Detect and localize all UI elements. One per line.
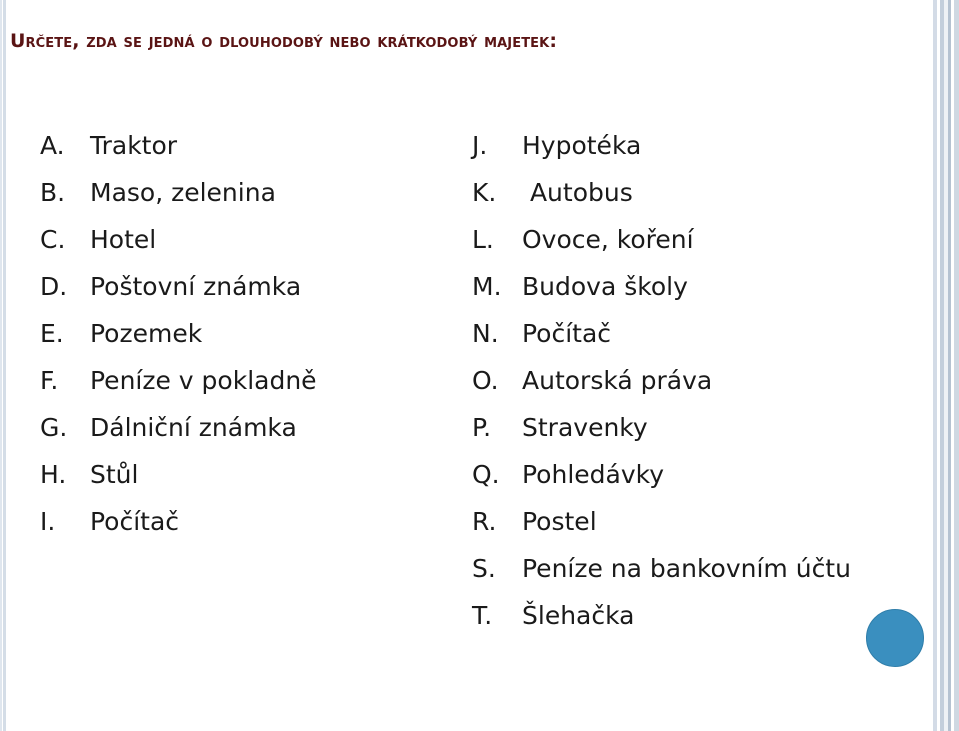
item-text: Hotel <box>90 225 157 254</box>
item-letter: S. <box>472 554 496 583</box>
item-letter: B. <box>40 178 66 207</box>
item-letter: K. <box>472 178 497 207</box>
list-item <box>472 451 851 498</box>
item-text: Stravenky <box>522 413 648 442</box>
item-letter: J. <box>472 131 488 160</box>
list-item <box>472 357 851 404</box>
item-text: Hypotéka <box>522 131 642 160</box>
list-item <box>472 310 851 357</box>
item-text: Pohledávky <box>522 460 665 489</box>
list-item <box>472 545 851 592</box>
item-text: Peníze v pokladně <box>90 366 317 395</box>
item-text: Postel <box>522 507 597 536</box>
item-text: Počítač <box>522 319 612 348</box>
item-letter: N. <box>472 319 499 348</box>
list-item <box>472 498 851 545</box>
item-text: Stůl <box>90 460 139 489</box>
list-item <box>40 357 317 404</box>
item-letter: L. <box>472 225 494 254</box>
list-item <box>472 592 851 639</box>
item-text: Maso, zelenina <box>90 178 276 207</box>
item-letter: R. <box>472 507 497 536</box>
right-stripes-decoration <box>929 0 959 731</box>
item-letter: Q. <box>472 460 500 489</box>
item-text: Autobus <box>522 178 633 207</box>
list-item <box>40 404 317 451</box>
item-text: Pozemek <box>90 319 203 348</box>
item-letter: I. <box>40 507 56 536</box>
item-letter: E. <box>40 319 64 348</box>
item-text: Poštovní známka <box>90 272 302 301</box>
slide-title: Určete, zda se jedná o dlouhodobý nebo krátkodobý majetek: <box>10 30 558 52</box>
list-item <box>40 263 317 310</box>
item-text: Budova školy <box>522 272 688 301</box>
item-letter: A. <box>40 131 65 160</box>
left-border-decoration <box>0 0 6 731</box>
list-item <box>40 310 317 357</box>
list-item <box>472 169 851 216</box>
list-item <box>472 263 851 310</box>
list-item <box>472 122 851 169</box>
item-text: Počítač <box>90 507 180 536</box>
item-letter: T. <box>472 601 493 630</box>
item-text: Dálniční známka <box>90 413 297 442</box>
item-text: Šlehačka <box>522 601 635 630</box>
item-text: Traktor <box>90 131 178 160</box>
list-item <box>40 216 317 263</box>
list-item <box>40 498 317 545</box>
item-letter: D. <box>40 272 68 301</box>
item-letter: H. <box>40 460 67 489</box>
item-letter: O. <box>472 366 499 395</box>
left-item-list <box>40 122 317 545</box>
right-item-list <box>472 122 851 639</box>
list-item <box>472 404 851 451</box>
list-item <box>472 216 851 263</box>
item-letter: F. <box>40 366 59 395</box>
item-letter: G. <box>40 413 68 442</box>
item-letter: P. <box>472 413 492 442</box>
item-text: Ovoce, koření <box>522 225 694 254</box>
list-item <box>40 169 317 216</box>
list-item <box>40 451 317 498</box>
item-text: Autorská práva <box>522 366 713 395</box>
list-item <box>40 122 317 169</box>
item-letter: C. <box>40 225 66 254</box>
decorative-circle <box>866 609 924 667</box>
item-text: Peníze na bankovním účtu <box>522 554 851 583</box>
item-letter: M. <box>472 272 502 301</box>
